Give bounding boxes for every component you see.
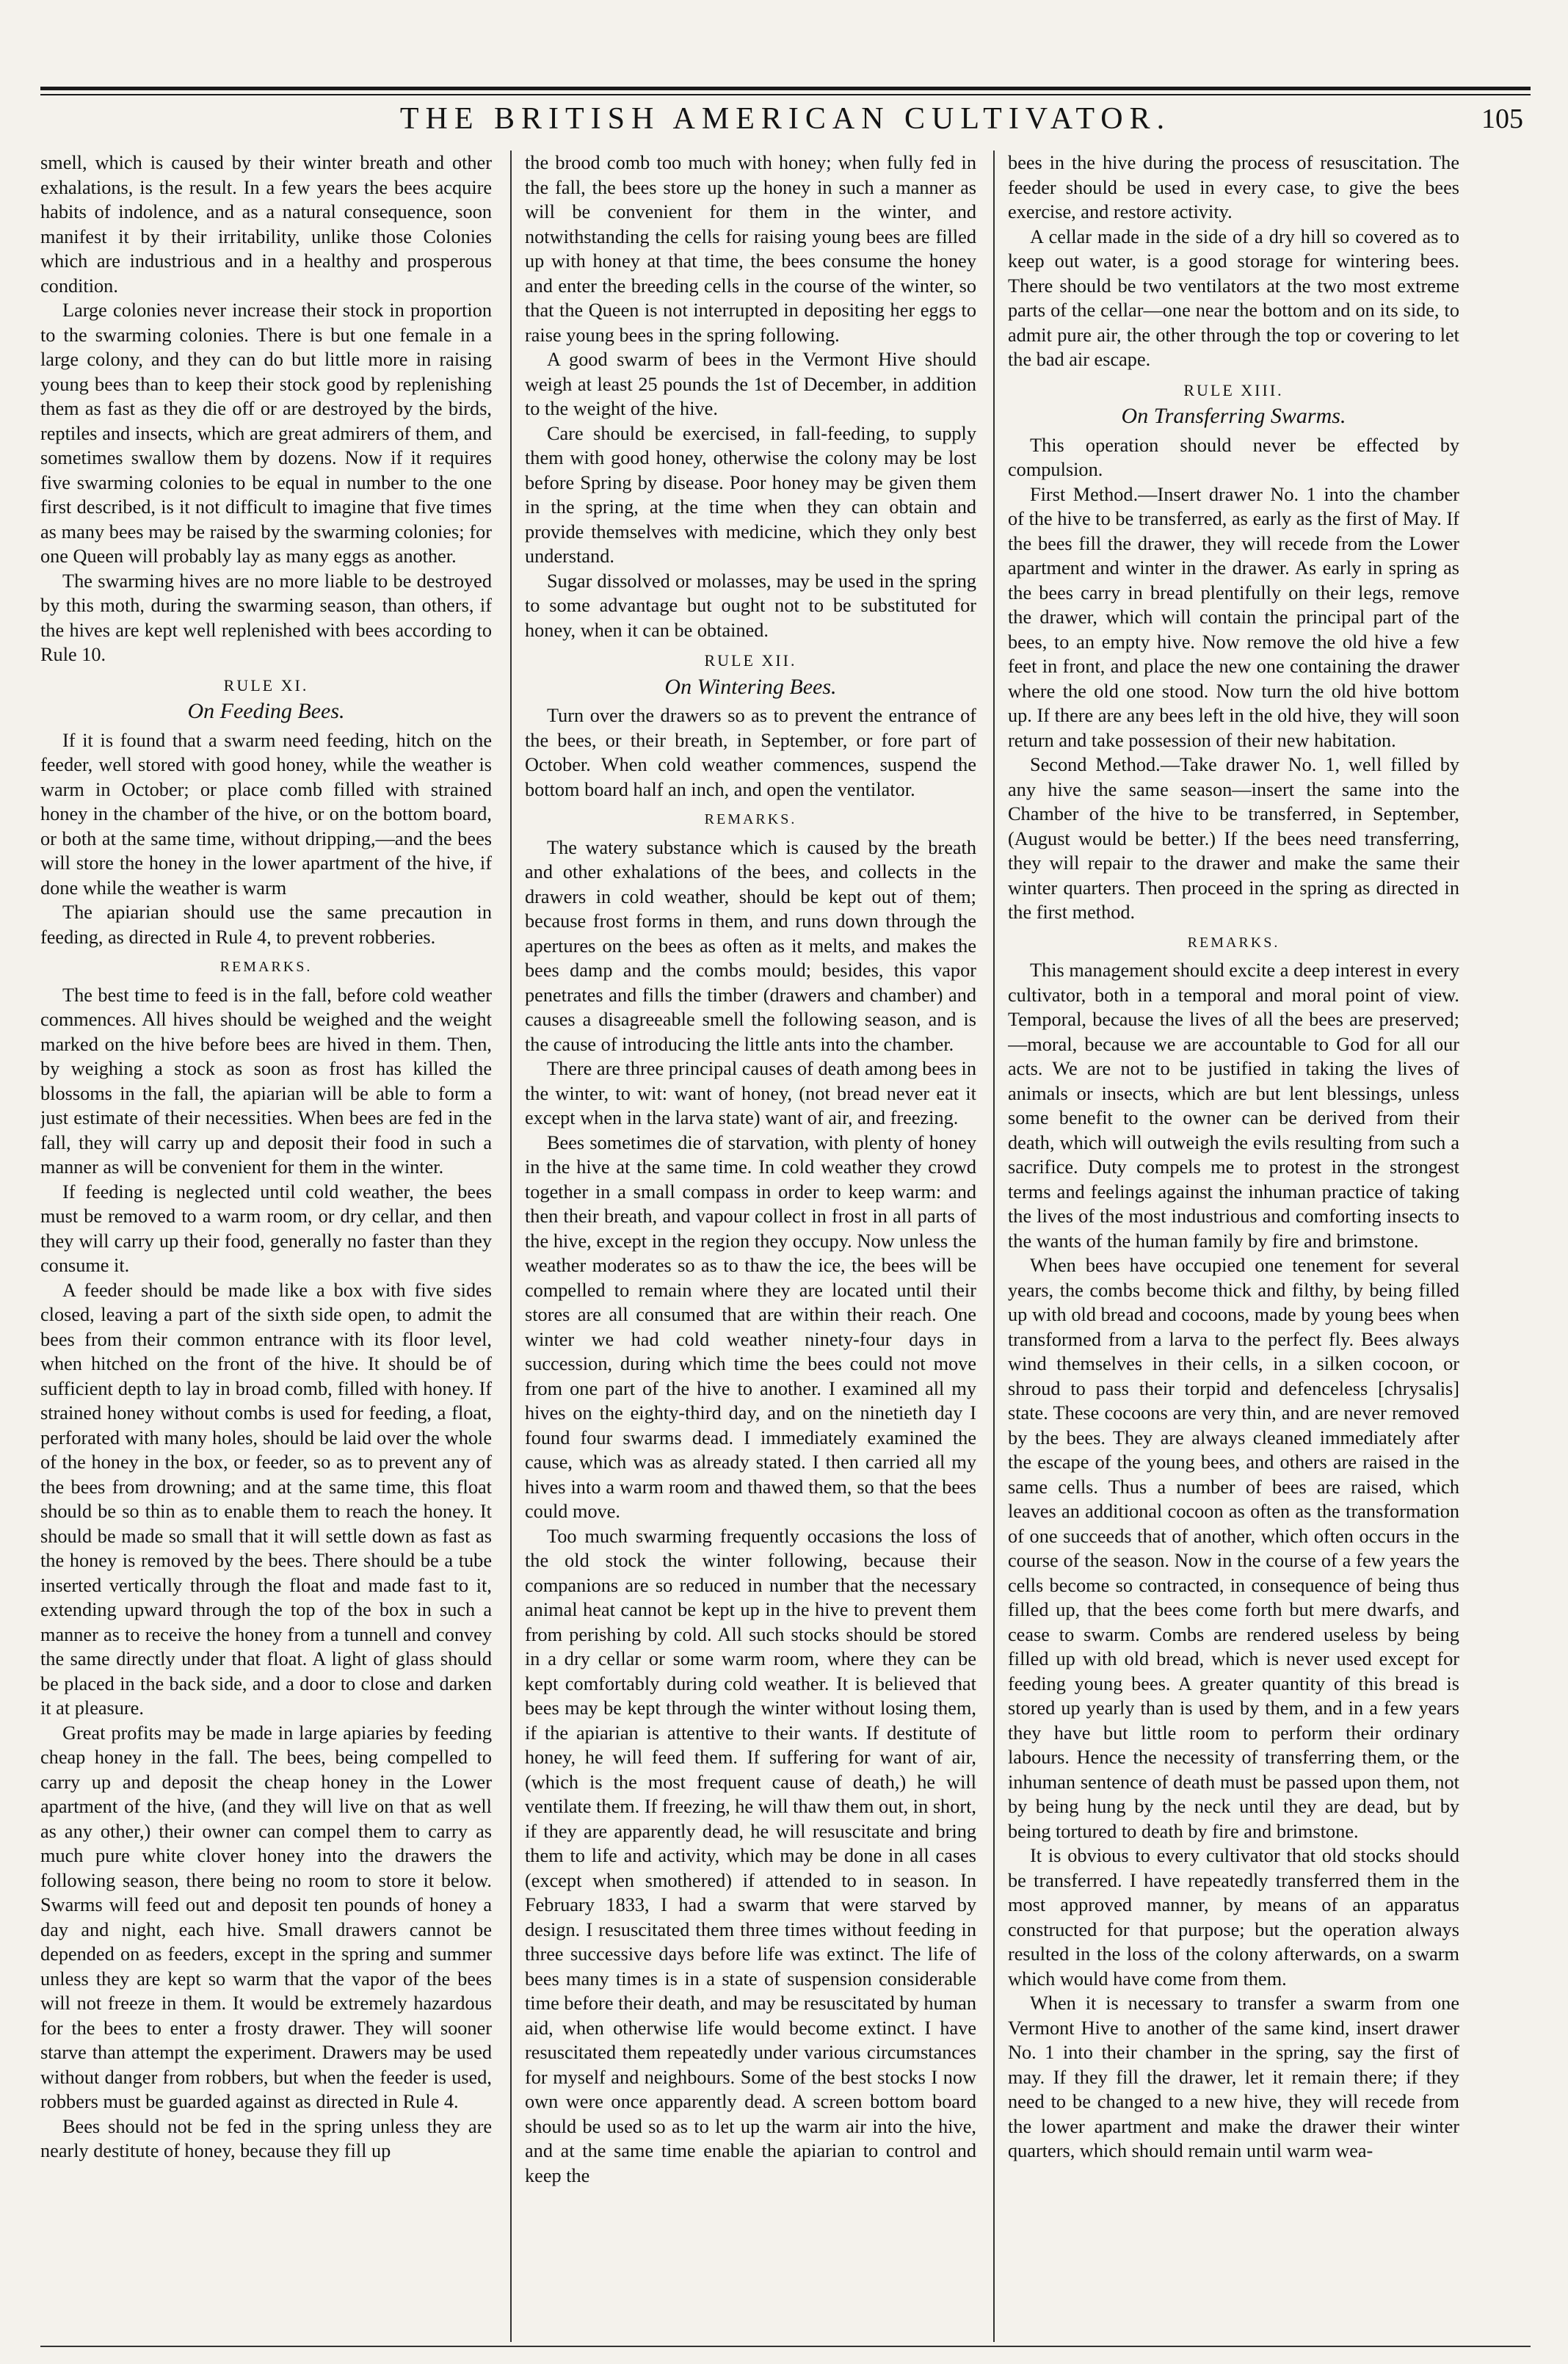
rule-title: On Wintering Bees. <box>664 674 837 699</box>
column-1 <box>40 151 492 2342</box>
top-rule-thick <box>40 87 1531 90</box>
paragraph: If feeding is neglected until cold weather, the bees must be removed to a warm room, or dry cellar, and then they will carry up their food, generally no faster than they consume it. <box>40 1181 492 1276</box>
paragraph: There are three principal causes of death among bees in the winter, to wit: want of honey, (not bread never eat it except when in the larva state) want of air, and freezing. <box>525 1058 976 1128</box>
paragraph: Second Method.—Take drawer No. 1, well filled by any hive the same season—insert the same into the Chamber of the hive to be transferred, in September, (August would be better.) If the bees need transferring, they will repair to the drawer and make the same their winter quarters. Then proceed in the spring as directed in the first method. <box>1008 754 1459 923</box>
paragraph: The swarming hives are no more liable to be destroyed by this moth, during the swarming season, than others, if the hives are kept well replenished with bees according to Rule 10. <box>40 570 492 665</box>
paragraph: The best time to feed is in the fall, before cold weather commences. All hives should be weighed and the weight marked on the hive before bees are hived in them. Then, by weighing a stock as soon as frost has killed the blossoms in the fall, the apiarian will be able to form a just estimate of their necessities. When bees are fed in the fall, they will carry up and deposit their food in such a manner as will be convenient for them in the winter. <box>40 984 492 1178</box>
remarks-heading: REMARKS. <box>219 959 313 975</box>
rule-heading: RULE XIII. <box>1183 380 1284 399</box>
paragraph: Great profits may be made in large apiaries by feeding cheap honey in the fall. The bees, being compelled to carry up and deposit the cheap honey in the Lower apartment of the hive, (and they will live on that as well as any other,) their owner can compel them to carry as much pure white clover honey into the drawers the following season, there being no room to store it below. Swarms will feed out and deposit ten pounds of honey a day and night, each hive. Small drawers cannot be depended on as feeders, except in the spring and summer unless they are kept so warm that the vapor of the bees will not freeze in them. It would be extremely hazardous for the bees to enter a frosty drawer. They will sooner starve than attempt the experiment. Drawers may be used without danger from robbers, but when the feeder is used, robbers must be guarded against as directed in Rule 4. <box>40 1722 492 2112</box>
remarks-heading: REMARKS. <box>704 811 797 827</box>
rule-heading: RULE XII. <box>704 651 797 670</box>
paragraph: A feeder should be made like a box with five sides closed, leaving a part of the sixth side open, to admit the bees from their common entrance with its floor level, when hitched on the front of the hive. It should be of sufficient depth to lay in broad comb, filled with honey. If strained honey without combs is used for feeding, a float, perforated with many holes, should be laid over the whole of the honey in the box, or feeder, so as to prevent any of the bees from drowning; and at the same time, this float should be so thin as to enable them to reach the honey. It should be made so small that it will settle down as fast as the honey is removed by the bees. There should be a tube inserted vertically through the float and made fast to it, extending upward through the top of the box in such a manner as to receive the honey from a tunnell and convey the same directly under that float. A light of glass should be placed in the back side, and a door to close and darken it at pleasure. <box>40 1279 492 1719</box>
column-2 <box>525 151 976 2342</box>
paragraph: Bees sometimes die of starvation, with plenty of honey in the hive at the same time. In cold weather they crowd together in a small compass in order to keep warm: and then their breath, and vapour collect in frost in all parts of the hive, except in the region they occupy. Now unless the weather moderates so as to thaw the ice, the bees will be compelled to remain where they are located until their stores are all consumed that are within their reach. One winter we had cold weather ninety-four days in succession, during which time the bees could not move from one part of the hive to another. I examined all my hives on the eighty-third day, and on the ninetieth day I found four swarms dead. I immediately examined the cause, which was as already stated. I then carried all my hives into a warm room and thawed them, so that the bees could move. <box>525 1131 976 1522</box>
paragraph: bees in the hive during the process of resuscitation. The feeder should be used in every case, to give the bees exercise, and restore activity. <box>1008 152 1459 222</box>
paragraph: the brood comb too much with honey; when fully fed in the fall, the bees store up the honey in such a manner as will be convenient for them in the winter, and notwithstanding the cells for raising young bees are filled up with honey at that time, the bees consume the honey and enter the breeding cells in the course of the winter, so that the Queen is not interrupted in depositing her eggs to raise young bees in the spring following. <box>525 152 976 346</box>
page-header <box>40 101 1531 145</box>
rule-heading: RULE XI. <box>223 675 309 695</box>
paragraph: Bees should not be fed in the spring unless they are nearly destitute of honey, because they fill up <box>40 2115 492 2161</box>
rule-title: On Feeding Bees. <box>187 699 345 723</box>
column-3 <box>1008 151 1459 2342</box>
rule-title: On Transferring Swarms. <box>1121 404 1346 428</box>
paragraph: This operation should never be effected by compulsion. <box>1008 434 1459 480</box>
paragraph: If it is found that a swarm need feeding, hitch on the feeder, well stored with good honey, while the weather is warm in October; or place comb filled with strained honey in the chamber of the hive, or on the bottom board, or both at the same time, without dripping,—and the bees will store the honey in the lower apartment of the hive, if done while the weather is warm <box>40 729 492 899</box>
paragraph: When it is necessary to transfer a swarm from one Vermont Hive to another of the same kind, insert drawer No. 1 into their chamber in the spring, say the first of may. If they fill the drawer, let it remain there; if they need to be changed to a new hive, they will recede from the lower apartment and make the drawer their winter quarters, which should remain until warm wea- <box>1008 1993 1459 2161</box>
paragraph: A good swarm of bees in the Vermont Hive should weigh at least 25 pounds the 1st of December, in addition to the weight of the hive. <box>525 349 976 419</box>
paragraph: Care should be exercised, in fall-feeding, to supply them with good honey, otherwise the colony may be lost before Spring by disease. Poor honey may be given them in the spring, at the time when they can obtain and provide themselves with medicine, which they only best understand. <box>525 422 976 567</box>
remarks-heading: REMARKS. <box>1187 934 1280 951</box>
paragraph: A cellar made in the side of a dry hill so covered as to keep out water, is a good storage for wintering bees. There should be two ventilators at the two most extreme parts of the cellar—one near the bottom and on its side, to admit pure air, the other through the top or covering to let the bad air escape. <box>1008 225 1459 370</box>
paragraph: The apiarian should use the same precaution in feeding, as directed in Rule 4, to prevent robberies. <box>40 902 492 948</box>
bottom-rule <box>40 2346 1531 2347</box>
paragraph: Sugar dissolved or molasses, may be used in the spring to some advantage but ought not to be substituted for honey, when it can be obtained. <box>525 570 976 641</box>
column-divider <box>510 151 512 2342</box>
paragraph: It is obvious to every cultivator that old stocks should be transferred. I have repeatedly transferred them in the most approved manner, by means of an apparatus constructed for that purpose; but the operation always resulted in the loss of the colony afterwards, on a swarm which would have come from them. <box>1008 1845 1459 1990</box>
paragraph: The watery substance which is caused by the breath and other exhalations of the bees, and collects in the drawers in cold weather, should be kept out of them; because frost forms in them, and runs down through the apertures on the bees as often as it melts, and makes the bees damp and the combs mould; besides, this vapor penetrates and fills the timber (drawers and chamber) and causes a disagreeable smell the following season, and is the cause of introducing the little ants into the chamber. <box>525 836 976 1055</box>
paragraph: Large colonies never increase their stock in proportion to the swarming colonies. There is but one female in a large colony, and they can do but little more in raising young bees than to keep their stock good by replenishing them as fast as they die off or are destroyed by the birds, reptiles and insects, which are great admirers of them, and sometimes swallow them by dozens. Now if it requires five swarming colonies to be equal in number to the one first described, is it not difficult to imagine that five times as many bees may be raised by the swarming colonies; for one Queen will probably lay as many eggs as another. <box>40 300 492 567</box>
paragraph: smell, which is caused by their winter breath and other exhalations, is the result. In a few years the bees acquire habits of indolence, and as a natural consequence, soon manifest it by their irritability, unlike those Colonies which are industrious and in a healthy and prosperous condition. <box>40 152 492 297</box>
page-number: 105 <box>1481 104 1523 134</box>
paragraph: Turn over the drawers so as to prevent the entrance of the bees, or their breath, in September, or fore part of October. When cold weather commences, suspend the bottom board half an inch, and open the ventilator. <box>525 705 976 800</box>
paragraph: Too much swarming frequently occasions the loss of the old stock the winter following, because their companions are so reduced in number that the necessary animal heat cannot be kept up in the hive to prevent them from perishing by cold. All such stocks should be stored in a dry cellar or some warm room, where they can be kept comfortably during cold weather. It is believed that bees may be kept through the winter without losing them, if the apiarian is attentive to their wants. If destitute of honey, he will feed them. If suffering for want of air, (which is the most frequent cause of death,) he will ventilate them. If freezing, he will thaw them out, in short, if they are apparently dead, he will resuscitate and bring them to life and activity, which may be done in all cases (except when smothered) if attended to in season. In February 1833, I had a swarm that were starved by design. I resuscitated them three times without feeding in three successive days before life was extinct. The life of bees many times is in a state of suspension considerable time before their death, and may be resuscitated by human aid, when otherwise life would become extinct. I have resuscitated them repeatedly under various circumstances for myself and neighbours. Some of the best stocks I now own were once apparently dead. A screen bottom board should be used so as to let up the warm air into the hive, and at the same time enable the apiarian to control and keep the <box>525 1525 976 2186</box>
paragraph: When bees have occupied one tenement for several years, the combs become thick and filthy, by being filled up with old bread and cocoons, made by young bees when transformed from a larva to the perfect fly. Bees always wind themselves in their cells, in a silken cocoon, or shroud to pass their torpid and defenceless [chrysalis] state. These cocoons are very thin, and are never removed by the bees. They are always cleaned immediately after the escape of the young bees, and others are raised in the same cells. Thus a number of bees are raised, which leaves an additional cocoon as often as the transformation of one succeeds that of another, which often occurs in the course of the season. Now in the course of a few years the cells become so contracted, in consequence of being thus filled up, that the bees come forth but mere dwarfs, and cease to swarm. Combs are rendered useless by being filled up with old bread, which is never used except for feeding young bees. A greater quantity of this bread is stored up yearly than is used by them, and in a few years they have but little room to perform their ordinary labours. Hence the necessity of transferring them, or the inhuman sentence of death must be passed upon them, not by being hung by the neck until they are dead, but by being tortured to death by fire and brimstone. <box>1008 1255 1459 1842</box>
paragraph: First Method.—Insert drawer No. 1 into the chamber of the hive to be transferred, as early as the first of May. If the bees fill the drawer, they will recede from the Lower apartment and winter in the drawer. As early in spring as the bees carry in bread plentifully on their legs, remove the drawer, which will contain the principal part of the bees, to an empty hive. Now remove the old hive a few feet in front, and place the new one containing the drawer where the old one stood. Now turn the old hive bottom up. If there are any bees left in the old hive, they will soon return and take possession of their new habitation. <box>1008 483 1459 751</box>
column-divider <box>993 151 995 2342</box>
paragraph: This management should excite a deep interest in every cultivator, both in a temporal and moral point of view. Temporal, because the lives of all the bees are preserved;—moral, because we are accountable to God for all our acts. We are not to be justified in taking the lives of animals or insects, which are but lent blessings, unless some benefit to the owner can be derived from their death, which will outweigh the evils resulting from such a sacrifice. Duty compels me to protest in the strongest terms and feelings against the inhuman practice of taking the lives of the most industrious and comforting insects to the wants of the human family by fire and brimstone. <box>1008 960 1459 1252</box>
page-title: THE BRITISH AMERICAN CULTIVATOR. <box>399 102 1172 136</box>
top-rule-thin <box>40 94 1531 95</box>
